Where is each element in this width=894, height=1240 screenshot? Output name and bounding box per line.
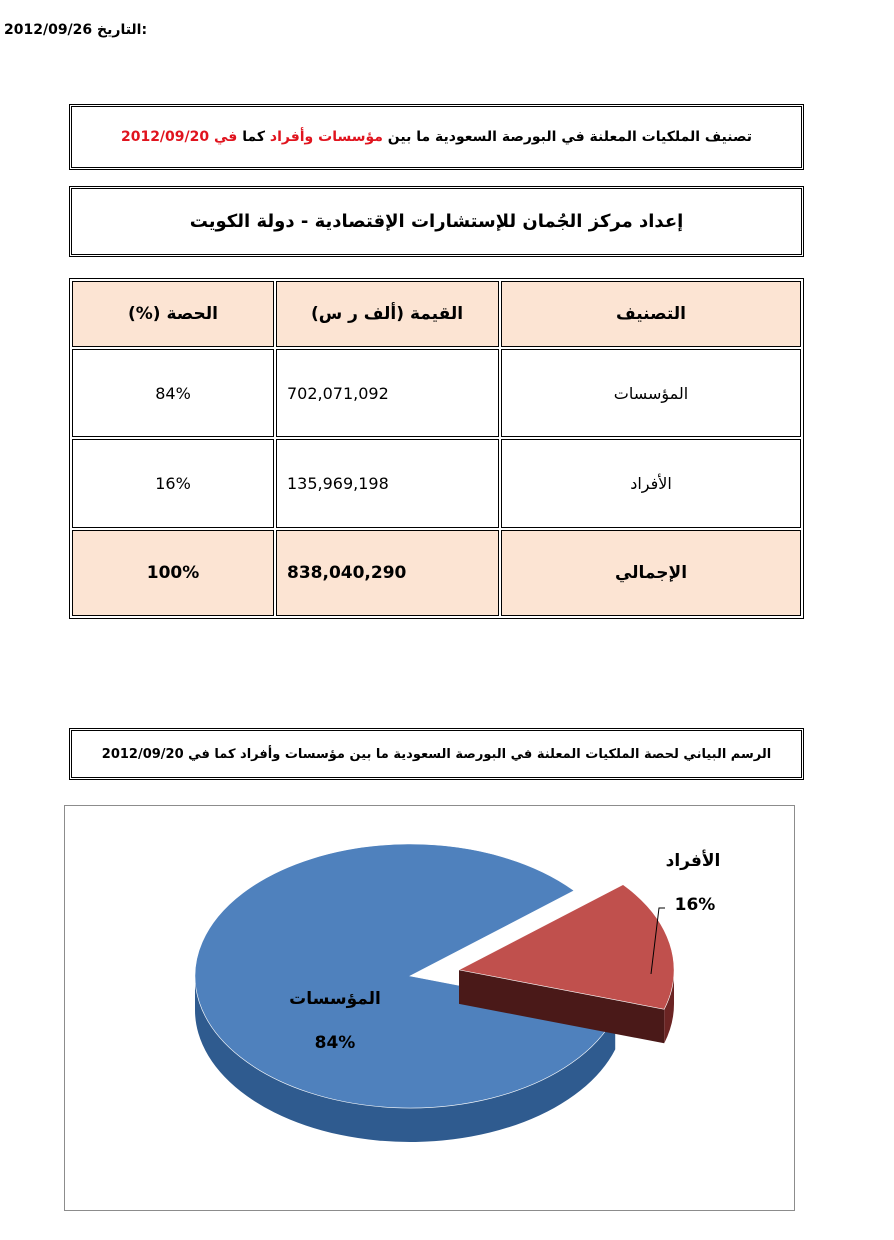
row-value: 702,071,092 <box>276 349 499 437</box>
title-highlight-date: في 2012/09/20 <box>120 129 238 145</box>
total-value: 838,040,290 <box>276 530 499 616</box>
date-value: 2012/09/26 <box>4 22 93 38</box>
table-row <box>72 349 801 437</box>
row-share: 16% <box>72 439 274 527</box>
row-category: الأفراد <box>501 439 801 527</box>
pie-chart <box>65 806 794 1210</box>
row-value: 135,969,198 <box>276 439 499 527</box>
header-share: الحصة (%) <box>72 281 274 347</box>
title-text-part1: تصنيف الملكيات المعلنة في البورصة السعودية ما بين <box>382 129 753 145</box>
pie-chart-area <box>64 805 795 1211</box>
title-text-part2: كما <box>237 129 270 145</box>
title-highlight-entities: مؤسسات وأفراد <box>269 129 383 145</box>
header-category: التصنيف <box>501 281 801 347</box>
report-date <box>4 22 147 38</box>
total-share: 100% <box>72 530 274 616</box>
label-individuals-category: الأفراد <box>665 851 721 871</box>
report-title <box>121 129 752 145</box>
label-institutions-category: المؤسسات <box>289 989 381 1009</box>
date-label: التاريخ: <box>97 22 148 38</box>
row-share: 84% <box>72 349 274 437</box>
total-category: الإجمالي <box>501 530 801 616</box>
header-value: القيمة (ألف ر س) <box>276 281 499 347</box>
table-row <box>72 439 801 527</box>
chart-title-box <box>69 728 804 780</box>
label-individuals-percent: 16% <box>674 895 716 915</box>
label-institutions-percent: 84% <box>314 1033 356 1053</box>
report-title-box <box>69 104 804 170</box>
ownership-table <box>69 278 804 619</box>
prepared-by-text: إعداد مركز الجُمان للإستشارات الإقتصادية - دولة الكويت <box>189 211 684 232</box>
prepared-by-box <box>69 186 804 257</box>
row-category: المؤسسات <box>501 349 801 437</box>
table-total-row <box>72 530 801 616</box>
chart-title: الرسم البياني لحصة الملكيات المعلنة في البورصة السعودية ما بين مؤسسات وأفراد كما في 2012/09/20 <box>101 746 772 762</box>
table-header-row <box>72 281 801 347</box>
